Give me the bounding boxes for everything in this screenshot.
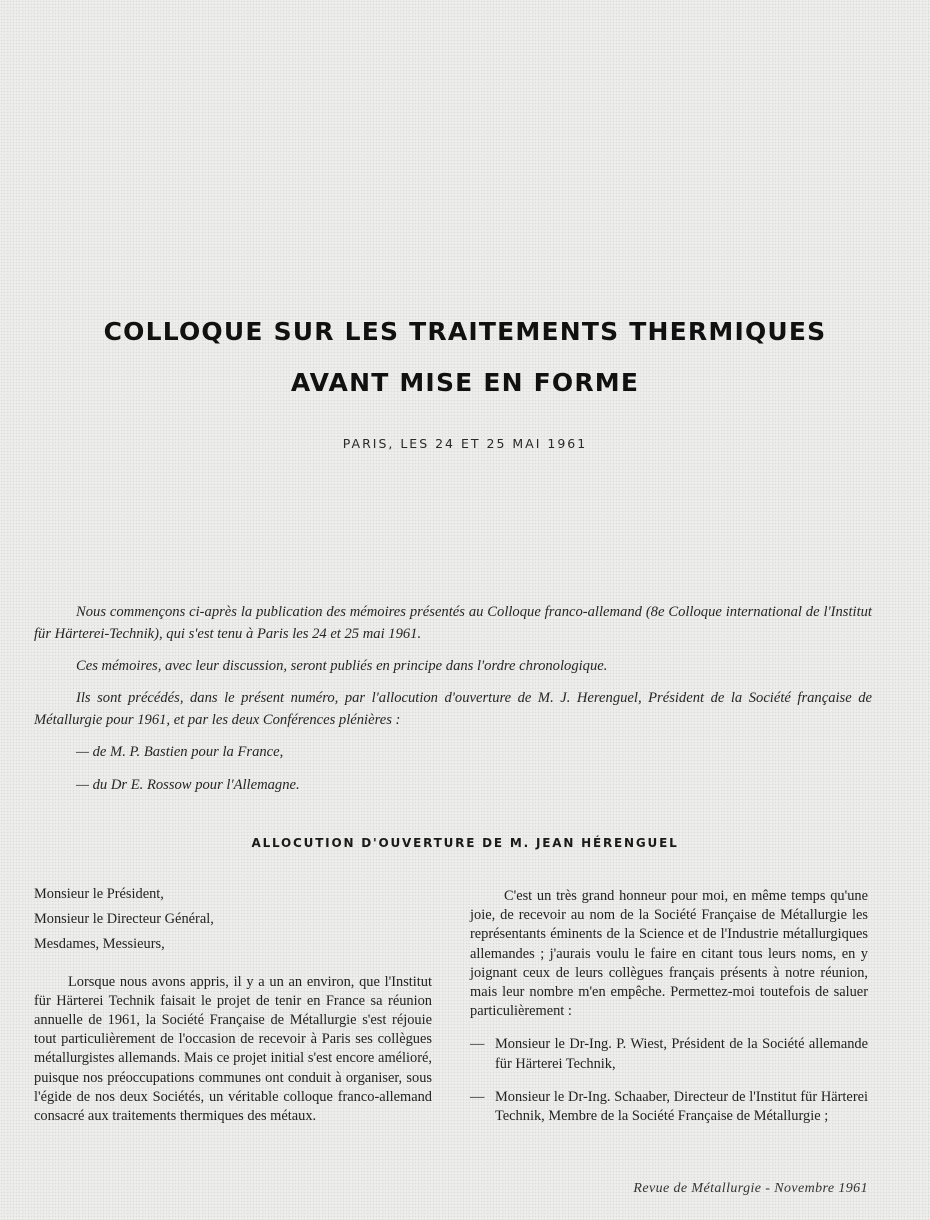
- right-body-paragraph: C'est un très grand honneur pour moi, en même temps qu'une joie, de recevoir au nom de la Société Française de Métallurgie les représentants éminents de la Science et de l'Industrie métallurgiques allemandes ; j'aurais voulu le faire en citant tous leurs noms, en y joignant ceux de leurs collègues français présents à notre réunion, mais leur nombre m'en empêche. Permettez-moi toutefois de saluer particulièrement :: [470, 888, 868, 1020]
- title-line-1: COLLOQUE SUR LES TRAITEMENTS THERMIQUES: [103, 317, 827, 346]
- salutation-audience: Mesdames, Messieurs,: [34, 936, 165, 953]
- greeting-list-item-1: [470, 1035, 868, 1073]
- intro-block: [34, 601, 872, 807]
- intro-paragraph-3: Ils sont précédés, dans le présent numéro, par l'allocution d'ouverture de M. J. Herenguel, Président de la Société française de Métallurgie pour 1961, et par les deux Conférences plénières :: [34, 690, 872, 728]
- right-column: [470, 887, 868, 1140]
- intro-list-item-1: — de M. P. Bastien pour la France,: [76, 744, 284, 760]
- greeting-text-wiest: Monsieur le Dr-Ing. P. Wiest, Président de la Société allemande für Härterei Technik,: [495, 1036, 868, 1072]
- title-line-2: AVANT MISE EN FORME: [290, 368, 640, 397]
- section-heading: ALLOCUTION D'OUVERTURE DE M. JEAN HÉRENGUEL: [251, 836, 679, 850]
- intro-list-item-2: — du Dr E. Rossow pour l'Allemagne.: [76, 777, 300, 793]
- greeting-list-item-2: [470, 1088, 868, 1126]
- intro-paragraph-1: Nous commençons ci-après la publication des mémoires présentés au Colloque franco-allemand (8e Colloque international de l'Institut für Härterei-Technik), qui s'est tenu à Paris les 24 et 25 mai 1961.: [34, 604, 872, 642]
- salutation-president: Monsieur le Président,: [34, 886, 164, 902]
- left-column: [34, 885, 432, 1126]
- subtitle-date-place: PARIS, LES 24 ET 25 MAI 1961: [342, 436, 588, 451]
- left-body-paragraph: Lorsque nous avons appris, il y a un an environ, que l'Institut für Härterei Technik faisait le projet de tenir en France sa réunion annuelle de 1961, la Société Française de Métallurgie s'est réjouie tout particulièrement de l'occasion de recevoir à Paris ses collègues métallurgistes allemands. Mais ce projet initial s'est encore amélioré, puisque nos préoccupations communes ont conduit à organiser, sous l'égide de nos deux Sociétés, un véritable colloque franco-allemand consacré aux traitements thermiques des métaux.: [34, 973, 432, 1125]
- list-dash: —: [470, 1036, 485, 1053]
- list-dash: —: [470, 1088, 485, 1105]
- journal-footer: Revue de Métallurgie - Novembre 1961: [633, 1181, 868, 1196]
- greeting-text-schaaber: Monsieur le Dr-Ing. Schaaber, Directeur de l'Institut für Härterei Technik, Membre de la Société Française de Métallurgie ;: [495, 1088, 868, 1125]
- salutation-director: Monsieur le Directeur Général,: [34, 911, 214, 928]
- intro-paragraph-2: Ces mémoires, avec leur discussion, seront publiés en principe dans l'ordre chronologique.: [76, 658, 608, 674]
